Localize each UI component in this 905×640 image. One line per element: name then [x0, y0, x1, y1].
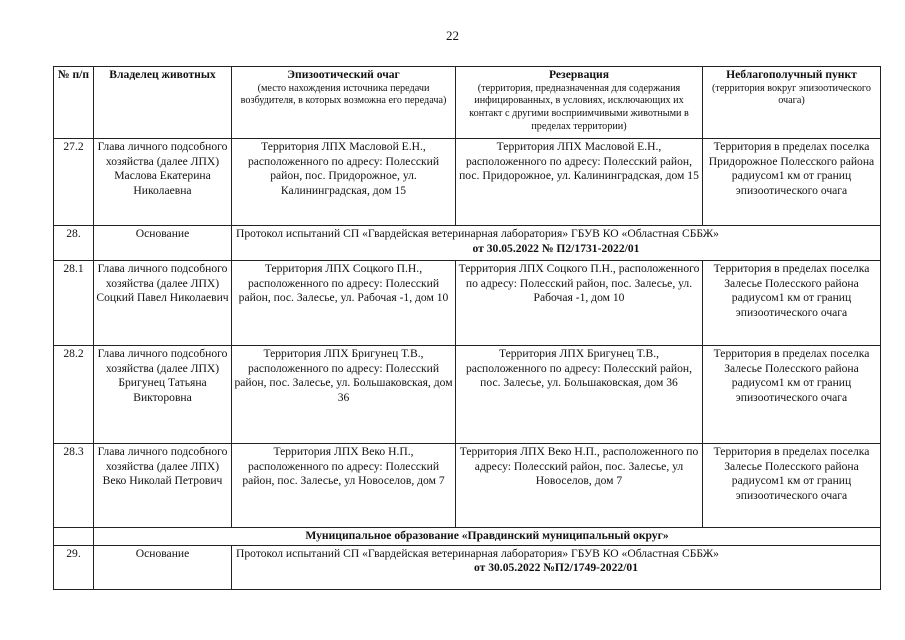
reservation-text: Территория ЛПХ Бригунец Т.В., расположенного по адресу: Полесский район, пос. Залесье, ул. Большаковская, дом 36	[465, 347, 693, 390]
basis-label: Основание	[94, 545, 232, 589]
table-row	[54, 444, 881, 528]
table-row	[54, 139, 881, 226]
unsafe-cell	[703, 261, 881, 346]
header-focus-title: Эпизоотический очаг	[287, 68, 400, 81]
row-number: 28.3	[54, 444, 94, 528]
reservation-text: Территория ЛПХ Веко Н.П., расположенного по адресу: Полесский район, пос. Залесье, ул Новоселов, дом 7	[459, 445, 699, 488]
row-number: 28.1	[54, 261, 94, 346]
unsafe-text: Территория в пределах поселка Залесье Полесского района радиусом1 км от границ эпизоотического очага	[713, 445, 870, 502]
reservation-cell	[456, 346, 703, 444]
header-num-label: № п/п	[57, 68, 90, 81]
unsafe-text: Территория в пределах поселка Придорожное Полесского района радиусом1 км от границ эпизоотического очага	[708, 140, 875, 197]
reservation-cell	[456, 139, 703, 226]
owner-text: Глава личного подсобного хозяйства (далее ЛПХ) Маслова Екатерина Николаевна	[97, 140, 228, 197]
owner-cell	[94, 346, 232, 444]
header-num	[54, 67, 94, 139]
focus-text: Территория ЛПХ Соцкого П.Н., расположенного по адресу: Полесский район, пос. Залесье, ул. Рабочая -1, дом 10	[238, 262, 449, 305]
table-row	[54, 261, 881, 346]
basis-cell	[232, 226, 881, 261]
focus-cell	[232, 346, 456, 444]
owner-text: Глава личного подсобного хозяйства (далее ЛПХ) Веко Николай Петрович	[97, 445, 228, 488]
header-unsafe	[703, 67, 881, 139]
reservation-cell	[456, 444, 703, 528]
owner-cell	[94, 444, 232, 528]
focus-cell	[232, 261, 456, 346]
basis-cell	[232, 545, 881, 589]
focus-text: Территория ЛПХ Веко Н.П., расположенного по адресу: Полесский район, пос. Залесье, ул Новоселов, дом 7	[242, 445, 445, 488]
focus-cell	[232, 139, 456, 226]
reservation-cell	[456, 261, 703, 346]
header-unsafe-title: Неблагополучный пункт	[726, 68, 857, 81]
basis-label: Основание	[94, 226, 232, 261]
basis-reference: от 30.05.2022 № П2/1731-2022/01	[472, 241, 640, 255]
section-title: Муниципальное образование «Правдинский муниципальный округ»	[94, 528, 881, 546]
epizootic-table	[53, 66, 881, 590]
page-number: 22	[446, 28, 459, 43]
row-number: 28.2	[54, 346, 94, 444]
focus-text: Территория ЛПХ Масловой Е.Н., расположенного по адресу: Полесский район, пос. Придорожное, ул. Калининградская, дом 15	[247, 140, 440, 197]
header-focus	[232, 67, 456, 139]
table-row	[54, 346, 881, 444]
owner-cell	[94, 139, 232, 226]
owner-cell	[94, 261, 232, 346]
focus-text: Территория ЛПХ Бригунец Т.В., расположенного по адресу: Полесский район, пос. Залесье, ул. Большаковская, дом 36	[234, 347, 453, 404]
header-unsafe-sub: (территория вокруг эпизоотического очага)	[712, 82, 871, 107]
reservation-text: Территория ЛПХ Масловой Е.Н., расположенного по адресу: Полесский район, пос. Придорожное, ул. Калининградская, дом 15	[459, 140, 699, 183]
unsafe-text: Территория в пределах поселка Залесье Полесского района радиусом1 км от границ эпизоотического очага	[713, 262, 870, 319]
basis-protocol: Протокол испытаний СП «Гвардейская ветеринарная лаборатория» ГБУВ КО «Областная СББЖ»	[236, 546, 719, 560]
unsafe-text: Территория в пределах поселка Залесье Полесского района радиусом1 км от границ эпизоотического очага	[713, 347, 870, 404]
header-owner-label: Владелец животных	[109, 68, 216, 81]
unsafe-cell	[703, 444, 881, 528]
header-owner	[94, 67, 232, 139]
unsafe-cell	[703, 346, 881, 444]
row-number: 29.	[54, 545, 94, 589]
reservation-text: Территория ЛПХ Соцкого П.Н., расположенного по адресу: Полесский район, пос. Залесье, ул. Рабочая -1, дом 10	[458, 262, 700, 305]
row-number: 27.2	[54, 139, 94, 226]
section-row	[54, 528, 881, 546]
owner-text: Глава личного подсобного хозяйства (далее ЛПХ) Соцкий Павел Николаевич	[96, 262, 229, 305]
header-focus-sub: (место нахождения источника передачи возбудителя, в которых возможна его передача)	[240, 82, 447, 107]
header-row	[54, 67, 881, 139]
header-reservation	[456, 67, 703, 139]
section-spacer	[54, 528, 94, 546]
header-reservation-sub: (территория, предназначенная для содержания инфицированных, в условиях, исключающих их контакт с другими восприимчивыми животными в пределах территории)	[469, 82, 689, 132]
header-reservation-title: Резервация	[548, 68, 610, 81]
focus-cell	[232, 444, 456, 528]
basis-row	[54, 226, 881, 261]
unsafe-cell	[703, 139, 881, 226]
basis-reference: от 30.05.2022 №П2/1749-2022/01	[473, 561, 639, 575]
row-number: 28.	[54, 226, 94, 261]
owner-text: Глава личного подсобного хозяйства (далее ЛПХ) Бригунец Татьяна Викторовна	[97, 347, 228, 404]
basis-protocol: Протокол испытаний СП «Гвардейская ветеринарная лаборатория» ГБУВ КО «Областная СББЖ»	[236, 227, 719, 240]
basis-row	[54, 545, 881, 589]
